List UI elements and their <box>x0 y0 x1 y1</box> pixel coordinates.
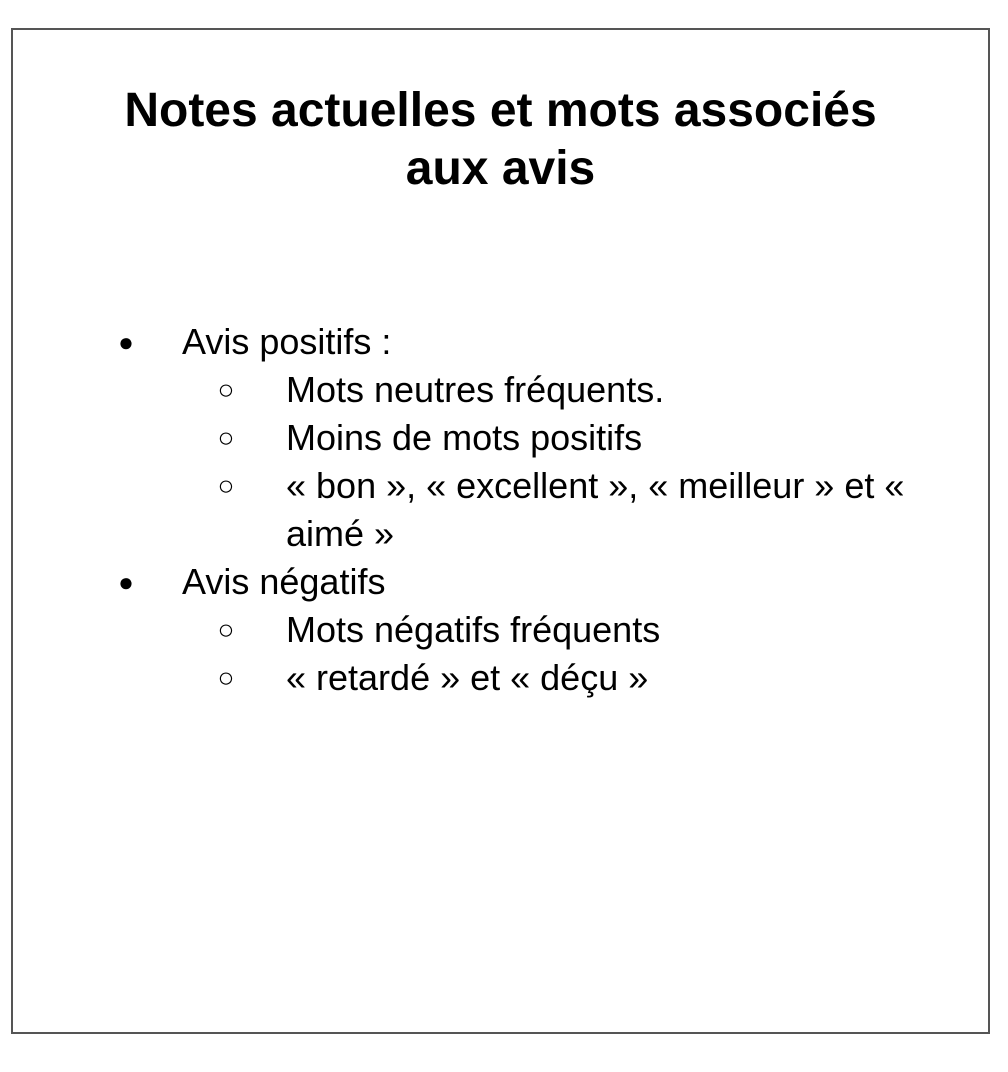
sub-bullet-item <box>13 654 988 702</box>
sub-bullet-item <box>13 606 988 654</box>
hollow-bullet-icon: ○ <box>217 422 235 453</box>
filled-bullet-icon: ● <box>118 327 134 357</box>
sub-bullet-list <box>182 366 988 558</box>
slide-title <box>13 82 988 198</box>
slide-frame <box>11 28 990 1034</box>
bullet-label: Avis négatifs <box>182 561 386 602</box>
bullet-item-negative <box>13 558 988 702</box>
bullet-item-positive <box>13 318 988 558</box>
title-line-2: aux avis <box>405 142 596 195</box>
hollow-bullet-icon: ○ <box>217 614 235 645</box>
sub-bullet-text: « bon », « excellent », « meilleur » et « aimé » <box>286 465 905 554</box>
sub-bullet-item <box>13 414 988 462</box>
hollow-bullet-icon: ○ <box>217 374 235 405</box>
sub-bullet-item <box>13 462 988 558</box>
bullet-label: Avis positifs : <box>182 321 392 362</box>
sub-bullet-list <box>182 606 988 702</box>
title-line-1: Notes actuelles et mots associés <box>124 84 877 137</box>
hollow-bullet-icon: ○ <box>217 470 235 501</box>
sub-bullet-item <box>13 366 988 414</box>
sub-bullet-text: « retardé » et « déçu » <box>286 657 649 698</box>
sub-bullet-text: Mots négatifs fréquents <box>286 609 661 650</box>
filled-bullet-icon: ● <box>118 567 134 597</box>
sub-bullet-text: Moins de mots positifs <box>286 417 643 458</box>
hollow-bullet-icon: ○ <box>217 662 235 693</box>
sub-bullet-text: Mots neutres fréquents. <box>286 369 665 410</box>
bullet-list <box>13 318 988 702</box>
